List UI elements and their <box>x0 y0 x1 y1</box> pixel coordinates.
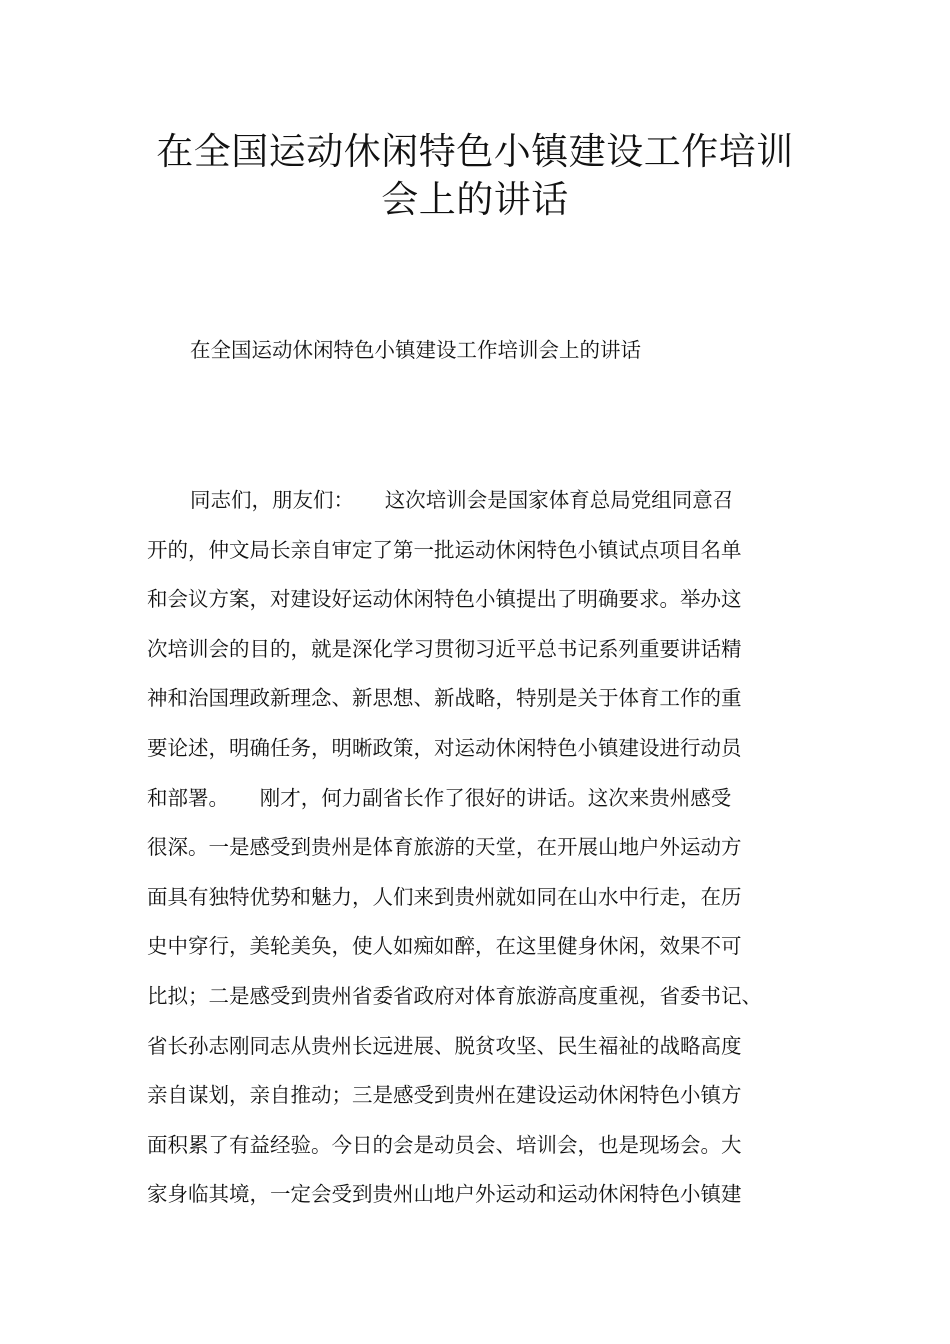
body-line: 亲自谋划，亲自推动；三是感受到贵州在建设运动休闲特色小镇方 <box>147 1083 742 1108</box>
body-line: 家身临其境，一定会受到贵州山地户外运动和运动休闲特色小镇建 <box>147 1182 742 1207</box>
body-line: 史中穿行，美轮美奂，使人如痴如醉，在这里健身休闲，效果不可 <box>147 934 742 959</box>
document-title <box>100 128 850 224</box>
body-line: 和会议方案，对建设好运动休闲特色小镇提出了明确要求。举办这 <box>147 587 742 612</box>
document-body <box>147 482 827 1226</box>
body-line: 开的，仲文局长亲自审定了第一批运动休闲特色小镇试点项目名单 <box>147 537 742 562</box>
document-subtitle: 在全国运动休闲特色小镇建设工作培训会上的讲话 <box>190 338 641 362</box>
body-line: 同志们，朋友们： 这次培训会是国家体育总局党组同意召 <box>190 488 734 512</box>
body-line: 很深。一是感受到贵州是体育旅游的天堂，在开展山地户外运动方 <box>147 835 742 860</box>
body-line: 比拟；二是感受到贵州省委省政府对体育旅游高度重视，省委书记、 <box>147 983 762 1008</box>
document-title-line-2: 会上的讲话 <box>381 178 569 221</box>
body-line: 要论述，明确任务，明晰政策，对运动休闲特色小镇建设进行动员 <box>147 735 742 760</box>
body-line: 次培训会的目的，就是深化学习贯彻习近平总书记系列重要讲话精 <box>147 636 742 661</box>
body-line: 面积累了有益经验。今日的会是动员会、培训会，也是现场会。大 <box>147 1132 742 1157</box>
body-line: 面具有独特优势和魅力，人们来到贵州就如同在山水中行走，在历 <box>147 884 742 909</box>
body-line: 和部署。 刚才，何力副省长作了很好的讲话。这次来贵州感受 <box>147 785 732 810</box>
document-title-line-1: 在全国运动休闲特色小镇建设工作培训 <box>156 130 794 173</box>
body-line: 神和治国理政新理念、新思想、新战略，特别是关于体育工作的重 <box>147 686 742 711</box>
body-line: 省长孙志刚同志从贵州长远进展、脱贫攻坚、民生福祉的战略高度 <box>147 1033 742 1058</box>
